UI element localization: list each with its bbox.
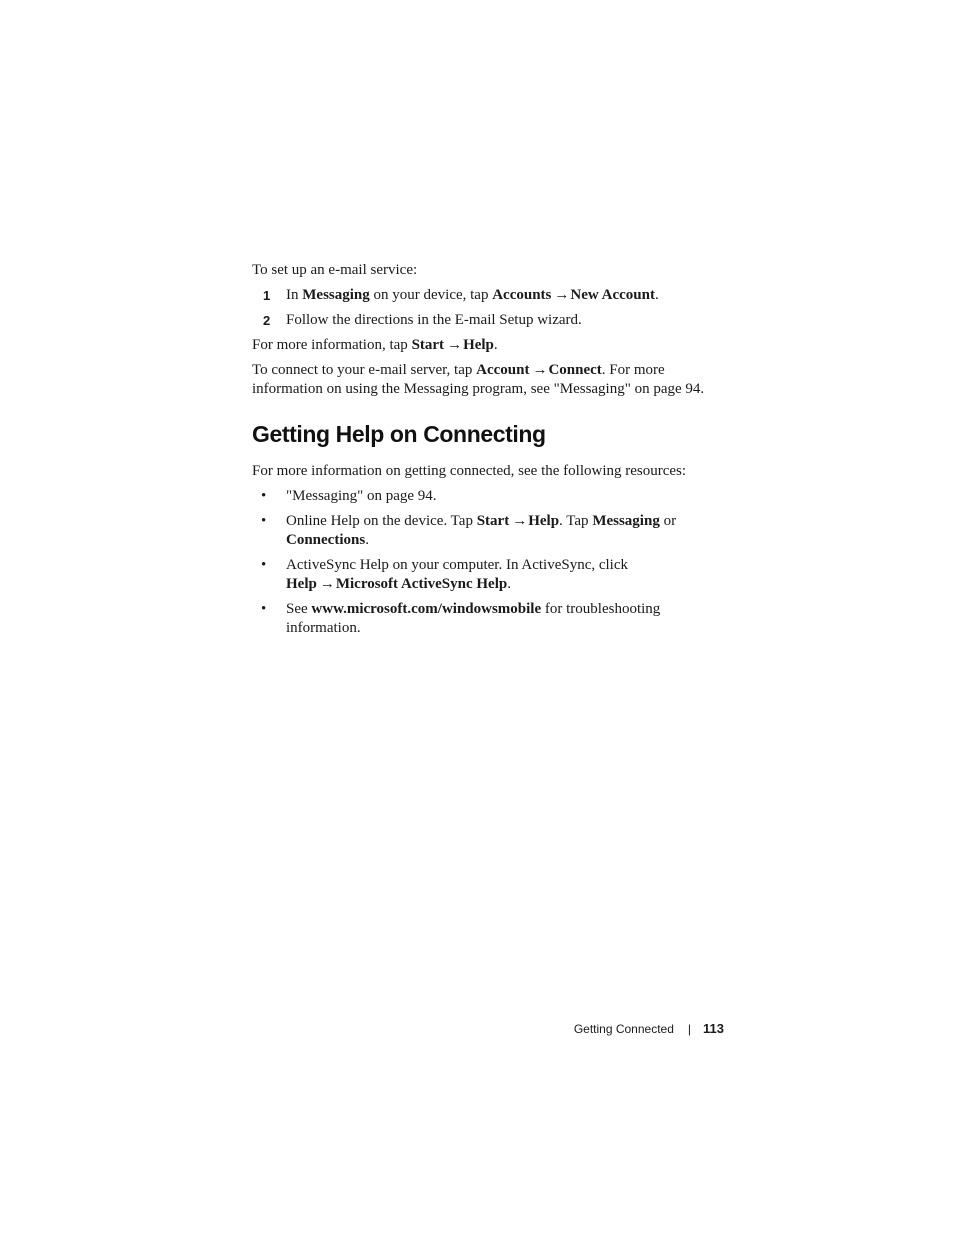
bullet-icon: • [261, 488, 267, 504]
list-item [252, 556, 732, 594]
item-text: "Messaging" on page 94. [286, 488, 437, 504]
item-text: or [659, 513, 677, 529]
start-term: Start [476, 513, 510, 529]
start-term: Start [411, 337, 445, 353]
section-lead: For more information on getting connected, see the following resources: [252, 463, 687, 479]
messaging-term: Messaging [592, 513, 660, 529]
activesync-help-term: Microsoft ActiveSync Help [335, 576, 508, 592]
item-text: . Tap [559, 513, 593, 529]
more-info-paragraph [252, 336, 732, 355]
step-text: In [286, 287, 303, 303]
step-number: 2 [263, 313, 271, 328]
setup-intro: To set up an e-mail service: [252, 262, 418, 278]
menu-arrow-icon: → [532, 362, 548, 378]
bullet-icon: • [261, 557, 267, 573]
item-text: Online Help on the device. Tap [286, 513, 477, 529]
bullet-icon: • [261, 601, 267, 617]
list-item [252, 600, 732, 638]
list-item [252, 512, 732, 550]
paragraph-text: To connect to your e-mail server, tap [252, 362, 477, 378]
paragraph-text: For more information, tap [252, 337, 412, 353]
paragraph-text: . [493, 337, 498, 353]
item-text: ActiveSync Help on your computer. In ActiveSync, click [286, 557, 629, 573]
connect-paragraph [252, 361, 732, 399]
microsoft-url-link[interactable]: www.microsoft.com/windowsmobile [311, 601, 542, 617]
item-text: . [507, 576, 511, 592]
step-2 [252, 311, 732, 330]
step-text: Follow the directions in the E-mail Setup wizard. [286, 312, 582, 328]
item-text: . [365, 532, 369, 548]
section-heading: Getting Help on Connecting [252, 421, 546, 447]
page-content [252, 261, 732, 644]
step-text: . [654, 287, 659, 303]
resources-list [252, 487, 732, 638]
paragraph-text: . For more information on using the Messaging program, see "Messaging" on page 94. [252, 362, 705, 397]
messaging-term: Messaging [302, 287, 370, 303]
help-term: Help [528, 513, 560, 529]
menu-arrow-icon: → [319, 576, 335, 592]
step-text: on your device, tap [369, 287, 493, 303]
accounts-term: Accounts [492, 287, 552, 303]
list-item [252, 487, 732, 506]
bullet-icon: • [261, 513, 267, 529]
connections-term: Connections [286, 532, 366, 548]
page-footer [574, 1020, 724, 1038]
menu-arrow-icon: → [554, 287, 570, 303]
step-1 [252, 286, 732, 305]
item-text: See [286, 601, 312, 617]
step-number: 1 [263, 288, 271, 303]
item-text: for troubleshooting information. [286, 601, 661, 636]
page-number: 113 [703, 1021, 724, 1036]
menu-arrow-icon: → [447, 337, 463, 353]
new-account-term: New Account [570, 287, 655, 303]
account-term: Account [476, 362, 530, 378]
help-term: Help [286, 576, 317, 592]
connect-term: Connect [548, 362, 602, 378]
menu-arrow-icon: → [512, 513, 528, 529]
footer-separator: | [687, 1022, 692, 1036]
help-term: Help [463, 337, 494, 353]
chapter-title: Getting Connected [573, 1022, 674, 1036]
